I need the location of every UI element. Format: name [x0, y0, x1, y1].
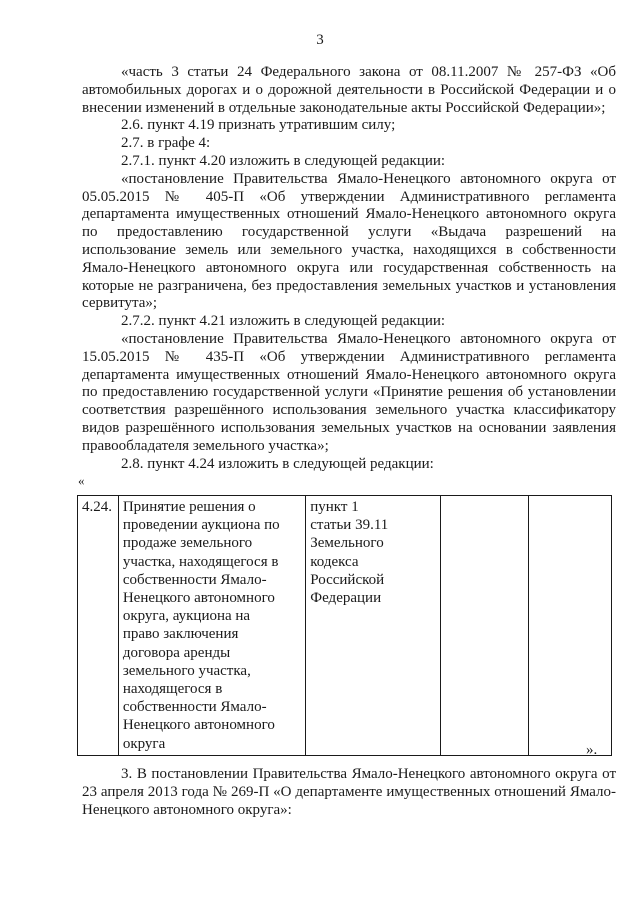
- paragraph-2-8: 2.8. пункт 4.24 изложить в следующей редакции:: [121, 455, 434, 472]
- paragraph-2-7-2: 2.7.2. пункт 4.21 изложить в следующей редакции:: [121, 313, 446, 330]
- paragraph-part3-article24: «часть 3 статьи 24 Федерального закона от 08.11.2007 № 257-ФЗ «Об автомобильных дорогах и о дорожной деятельности в Российской Федерации и о внесении изменений в отдельные законодательные акты Российской Федерации»;: [82, 64, 616, 116]
- service-line: округа: [122, 735, 166, 752]
- opening-quote: «: [78, 473, 85, 488]
- service-line: собственности Ямало-: [122, 571, 267, 588]
- paragraph-resolution-405: «постановление Правительства Ямало-Ненецкого автономного округа от 05.05.2015 № 405-П «Об утверждении Административного регламента департамента имущественных отношений Ямало-Ненецкого автономного округа по предоставлению государственной услуги «Выдача разрешений на использование земель или земельного участка, находящихся в собственности Ямало-Ненецкого автономного округа или государственная собственность на которые не разграничена, без предоставления земельных участков и установления сервитута»;: [82, 170, 616, 312]
- paragraph-2-6: 2.6. пункт 4.19 признать утратившим силу;: [121, 117, 396, 134]
- closing-quote: ».: [586, 742, 598, 758]
- basis-line: Российской: [310, 571, 385, 588]
- paragraph-3: 3. В постановлении Правительства Ямало-Ненецкого автономного округа от 23 апреля 2013 года № 269-П «О департаменте имущественных отношений Ямало-Ненецкого автономного округа»:: [82, 766, 616, 818]
- basis-line: кодекса: [310, 553, 359, 570]
- document-body: [82, 64, 616, 473]
- service-line: право заключения: [122, 626, 239, 643]
- paragraph-resolution-435: «постановление Правительства Ямало-Ненецкого автономного округа от 15.05.2015 № 435-П «Об утверждении Административного регламента департамента имущественных отношений Ямало-Ненецкого автономного округа по предоставлению государственной услуги «Принятие решения об установлении соответствия разрешённого использования земельного участка классификатору видов разрешённого использования земельных участков на основании заявления правообладателя земельного участка»;: [82, 330, 616, 454]
- service-line: проведении аукциона по: [122, 517, 280, 534]
- service-line: Ненецкого автономного: [122, 590, 275, 607]
- legal-basis-cell: [306, 496, 441, 756]
- service-line: собственности Ямало-: [122, 699, 267, 716]
- paragraph-2-7-1: 2.7.1. пункт 4.20 изложить в следующей редакции:: [121, 152, 446, 169]
- page-number: 3: [316, 32, 324, 48]
- service-line: округа, аукциона на: [122, 608, 251, 625]
- empty-cell-4: [441, 496, 529, 756]
- service-line: земельного участка,: [122, 662, 251, 679]
- service-line: находящегося в: [122, 681, 223, 698]
- item-number-cell: 4.24.: [78, 496, 119, 756]
- service-name-cell: [118, 496, 305, 756]
- service-line: Ненецкого автономного: [122, 717, 275, 734]
- service-line: Принятие решения о: [122, 499, 256, 515]
- service-line: договора аренды: [122, 644, 231, 661]
- amendment-table: [77, 495, 612, 756]
- basis-line: пункт 1: [310, 499, 359, 515]
- basis-line: Федерации: [310, 590, 382, 607]
- basis-line: Земельного: [310, 535, 384, 552]
- service-line: продаже земельного: [122, 535, 253, 552]
- table-row: [78, 496, 612, 756]
- empty-cell-5: [529, 496, 612, 756]
- basis-line: статьи 39.11: [310, 517, 389, 534]
- service-line: участка, находящегося в: [122, 553, 279, 570]
- paragraph-2-7: 2.7. в графе 4:: [121, 135, 211, 152]
